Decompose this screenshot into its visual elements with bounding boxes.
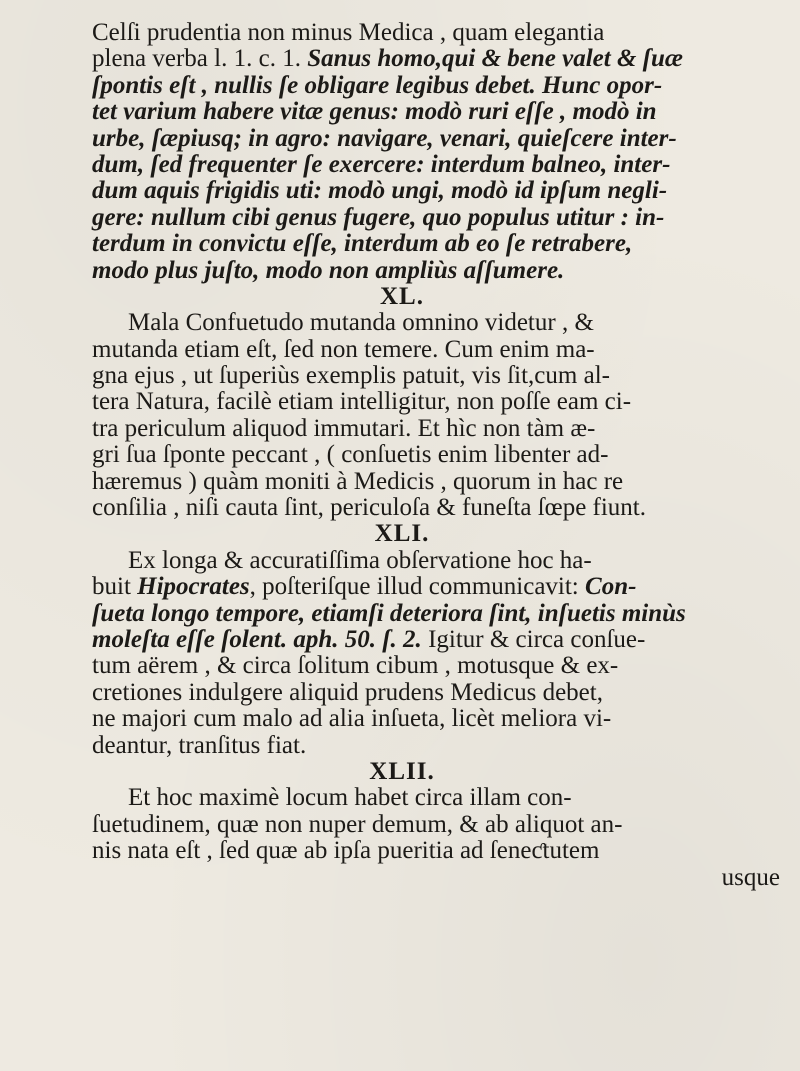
- paragraph-39: [92, 20, 792, 284]
- text-line: [92, 706, 792, 732]
- text-line: [92, 680, 792, 706]
- italic-run: terdum in convictu eſſe, interdum ab eo ſe retrabere,: [92, 230, 633, 258]
- text-line: [92, 178, 792, 204]
- text-line: tra periculum aliquod immutari. Et hìc non tàm æ-: [92, 414, 596, 442]
- paragraph-42: [92, 785, 792, 864]
- text-line: [92, 231, 792, 257]
- text-run: Igitur & circa conſue-: [421, 625, 646, 653]
- text-line: [92, 653, 792, 679]
- text-run: tum aërem , & circa ſolitum cibum , motusque & ex-: [92, 652, 619, 680]
- text-run: Celſi prudentia non minus Medica , quam elegantia: [92, 19, 605, 46]
- text-run: deantur, tranſitus fiat.: [92, 731, 307, 759]
- text-line: gri ſua ſponte peccant , ( conſuetis enim libenter ad-: [92, 441, 609, 469]
- text-line: [92, 574, 792, 600]
- text-line: hæremus ) quàm moniti à Medicis , quorum in hac re: [92, 467, 624, 495]
- text-line: [92, 46, 792, 72]
- text-line: Mala Confuetudo mutanda omnino videtur , &: [128, 309, 594, 337]
- text-line: ſuetudinem, quæ non nuper demum, & ab aliquot an-: [92, 810, 623, 838]
- paragraph-40: [92, 310, 792, 521]
- text-run: buit: [92, 573, 138, 601]
- section-heading-40: XL.: [380, 282, 424, 310]
- text-line: [92, 152, 792, 178]
- section-heading-41: XLI.: [374, 520, 430, 548]
- catchword: usque: [721, 863, 780, 891]
- text-line: gna ejus , ut ſuperiùs exemplis patuit, vis ſit,cum al-: [92, 362, 610, 390]
- text-run: , poſteriſque illud communicavit:: [249, 573, 586, 601]
- text-line: [92, 20, 792, 46]
- italic-run: dum, ſed frequenter ſe exercere: interdum balneo, inter-: [92, 150, 671, 178]
- text-line: [92, 73, 792, 99]
- text-line: [92, 601, 792, 627]
- italic-run: ſueta longo tempore, etiamſi deteriora ſint, inſuetis minùs: [92, 599, 686, 627]
- text-run: cretiones indulgere aliquid prudens Medicus debet,: [92, 678, 603, 706]
- text-line: [92, 733, 792, 759]
- text-line: tera Natura, facilè etiam intelligitur, non poſſe eam ci-: [92, 388, 632, 416]
- text-run: ne majori cum malo ad alia inſueta, licèt meliora vi-: [92, 705, 612, 733]
- italic-run: ſpontis eſt , nullis ſe obligare legibus debet. Hunc opor-: [92, 71, 663, 99]
- text-line: Et hoc maximè locum habet circa illam con-: [128, 784, 572, 812]
- italic-run: dum aquis frigidis uti: modò ungi, modò id ipſum negli-: [92, 177, 668, 205]
- text-line: [92, 205, 792, 231]
- text-line: [92, 258, 792, 284]
- text-line: [92, 627, 792, 653]
- paragraph-41: [92, 548, 792, 759]
- italic-run: tet varium habere vitæ genus: modò ruri eſſe , modò in: [92, 98, 657, 126]
- text-line: nis nata eſt , ſed quæ ab ipſa pueritia ad ſeneƈtutem: [92, 837, 600, 865]
- text-line: mutanda etiam eſt, ſed non temere. Cum enim ma-: [92, 335, 595, 363]
- text-block: [92, 20, 792, 891]
- text-line: [92, 548, 792, 574]
- text-line: conſilia , niſi cauta ſint, periculoſa & funeſta ſœpe fiunt.: [92, 494, 647, 522]
- text-line: [92, 126, 792, 152]
- italic-run: Hipocrates: [137, 573, 250, 601]
- italic-run: Sanus homo,qui & bene valet & ſuæ: [307, 45, 683, 73]
- italic-run: moleſta eſſe ſolent. aph. 50. ſ. 2.: [92, 625, 422, 653]
- text-run: plena verba l. 1. c. 1.: [92, 45, 308, 73]
- section-heading-42: XLII.: [369, 757, 435, 785]
- italic-run: Con-: [585, 573, 637, 601]
- text-line: [92, 99, 792, 125]
- italic-run: urbe, ſæpiusq; in agro: navigare, venari, quieſcere inter-: [92, 124, 677, 152]
- italic-run: gere: nullum cibi genus fugere, quo populus utitur : in-: [92, 203, 665, 231]
- italic-run: modo plus juſto, modo non ampliùs aſſumere.: [92, 256, 565, 284]
- text-run: Ex longa & accuratiſſima obſervatione hoc ha-: [128, 546, 592, 574]
